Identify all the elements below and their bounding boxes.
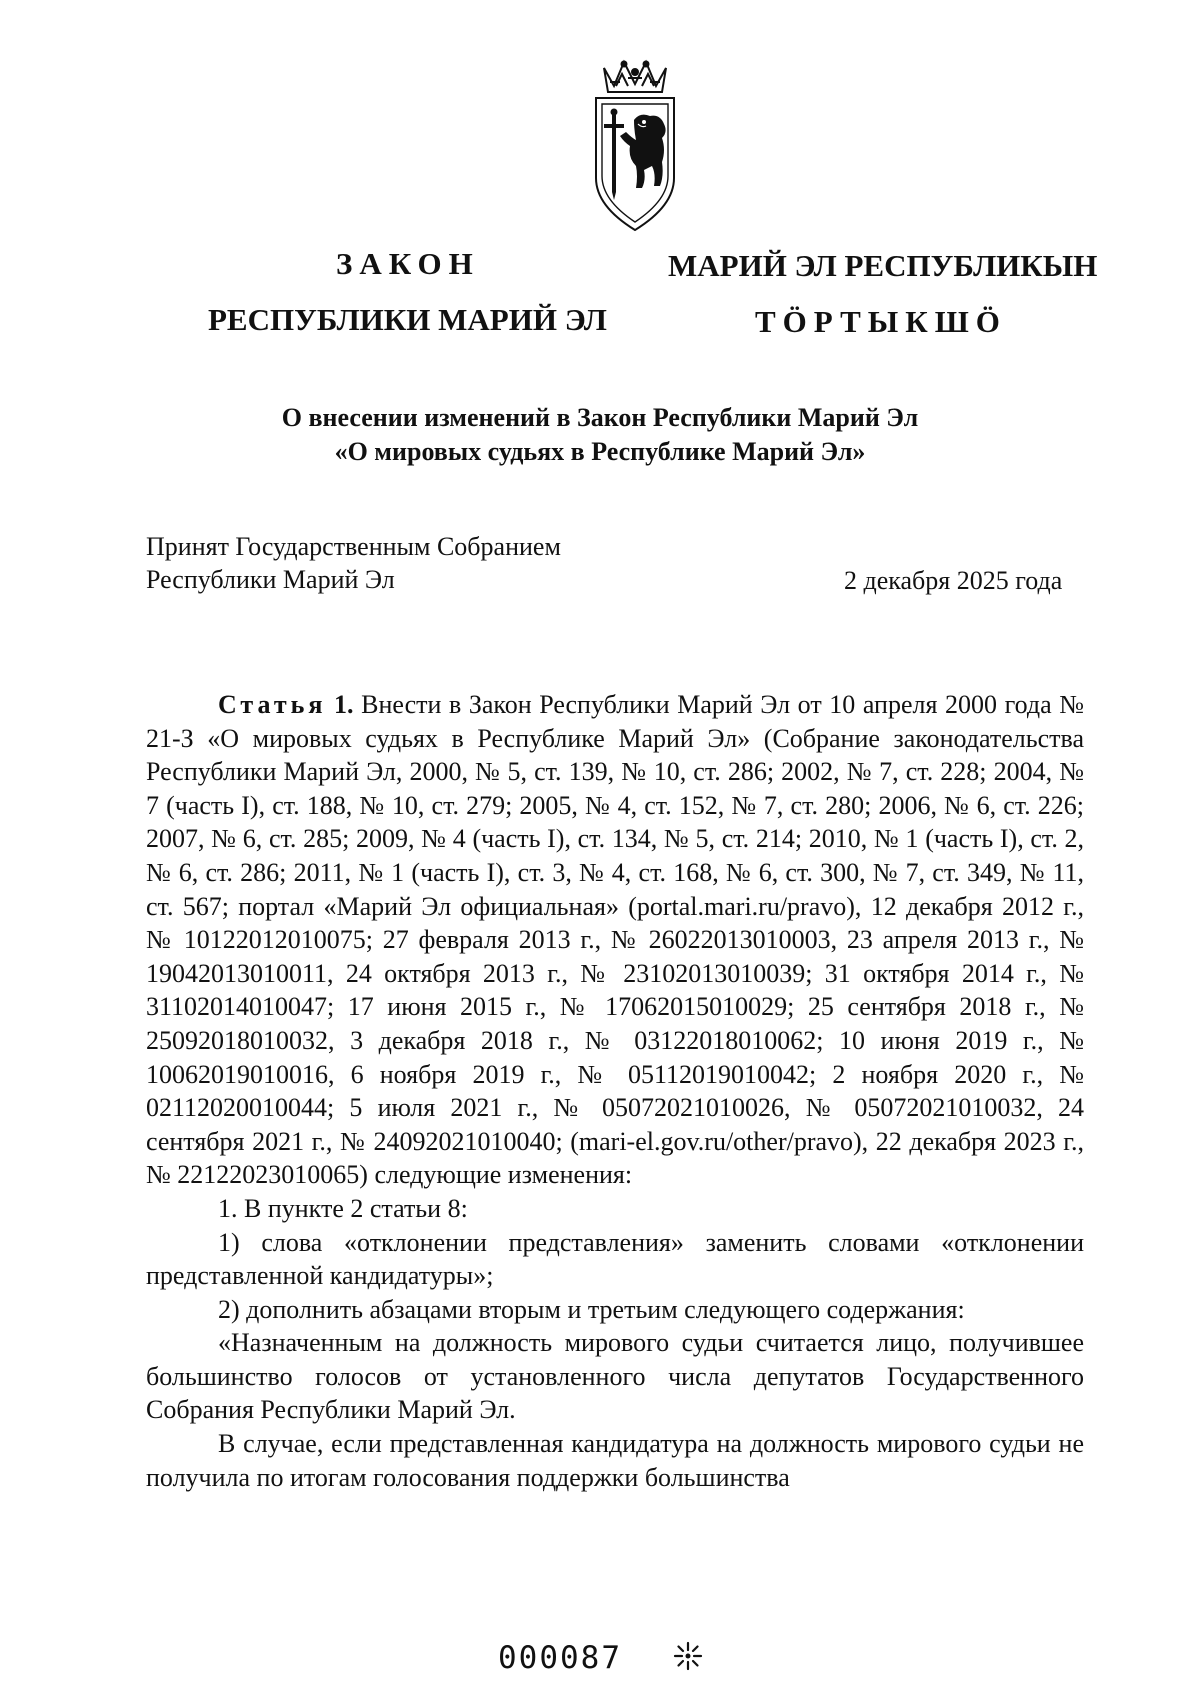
- article-label: Статья: [218, 690, 327, 719]
- heading-mari-republic: МАРИЙ ЭЛ РЕСПУБЛИКЫН: [668, 248, 1098, 283]
- adopted-by-line-2: Республики Марий Эл: [146, 565, 395, 594]
- heading-tortykshe: ТӦРТЫКШӦ: [755, 304, 1007, 339]
- adopted-by-line-1: Принят Государственным Собранием: [146, 532, 561, 561]
- paragraph-4: «Назначенным на должность мирового судьи считается лицо, получившее большинство голосов от установленного числа депутатов Государственного Собрания Республики Марий Эл.: [146, 1328, 1084, 1425]
- document-body: [146, 688, 1084, 1494]
- heading-zakon: ЗАКОН: [336, 246, 480, 281]
- ornament-star-icon: [672, 1640, 704, 1672]
- heading-republic-mari-el: РЕСПУБЛИКИ МАРИЙ ЭЛ: [208, 302, 607, 337]
- document-title-line-2: «О мировых судьях в Республике Марий Эл»: [334, 437, 866, 466]
- paragraph-3: 2) дополнить абзацами вторым и третьим следующего содержания:: [218, 1294, 965, 1324]
- article-paragraph: [146, 688, 1084, 1192]
- article-number: 1.: [334, 690, 354, 719]
- paragraph-1: 1. В пункте 2 статьи 8:: [218, 1193, 468, 1223]
- adoption-date: 2 декабря 2025 года: [844, 566, 1063, 595]
- article-text: Внести в Закон Республики Марий Эл от 10 апреля 2000 года № 21-З «О мировых судьях в Республике Марий Эл» (Собрание законодательства Республики Марий Эл, 2000, № 5, ст. 139, № 10, ст. 286; 2002, № 7, ст. 228; 2004, № 7 (часть I), ст. 188, № 10, ст. 279; 2005, № 4, ст. 152, № 7, ст. 280; 2006, № 6, ст. 226; 2007, № 6, ст. 285; 2009, № 4 (часть I), ст. 134, № 5, ст. 214; 2010, № 1 (часть I), ст. 2, № 6, ст. 286; 2011, № 1 (часть I), ст. 3, № 4, ст. 168, № 6, ст. 300, № 7, ст. 349, № 11, ст. 567; портал «Марий Эл официальная» (portal.mari.ru/pravo), 12 декабря 2012 г., № 10122012010075; 27 февраля 2013 г., № 26022013010003, 23 апреля 2013 г., № 19042013010011, 24 октября 2013 г., № 23102013010039; 31 октября 2014 г., № 31102014010047; 17 июня 2015 г., № 17062015010029; 25 сентября 2018 г., № 25092018010032, 3 декабря 2018 г., № 03122018010062; 10 июня 2019 г., № 10062019010016, 6 ноября 2019 г., № 05112019010042; 2 ноября 2020 г., № 02112020010044; 5 июля 2021 г., № 05072021010026, № 05072021010032, 24 сентября 2021 г., № 24092021010040; (mari-el.gov.ru/other/pravo), 22 декабря 2023 г., № 22122023010065) следующие изменения:: [146, 690, 1085, 1190]
- paragraph-5: В случае, если представленная кандидатура на должность мирового судьи не получила по итогам голосования поддержки большинства: [146, 1429, 1084, 1492]
- coat-of-arms-emblem: [590, 58, 680, 234]
- document-title-line-1: О внесении изменений в Закон Республики Марий Эл: [281, 403, 919, 432]
- paragraph-2: 1) слова «отклонении представления» заменить словами «отклонении представленной кандидатуры»;: [146, 1227, 1084, 1291]
- serial-number: 000087: [498, 1640, 622, 1676]
